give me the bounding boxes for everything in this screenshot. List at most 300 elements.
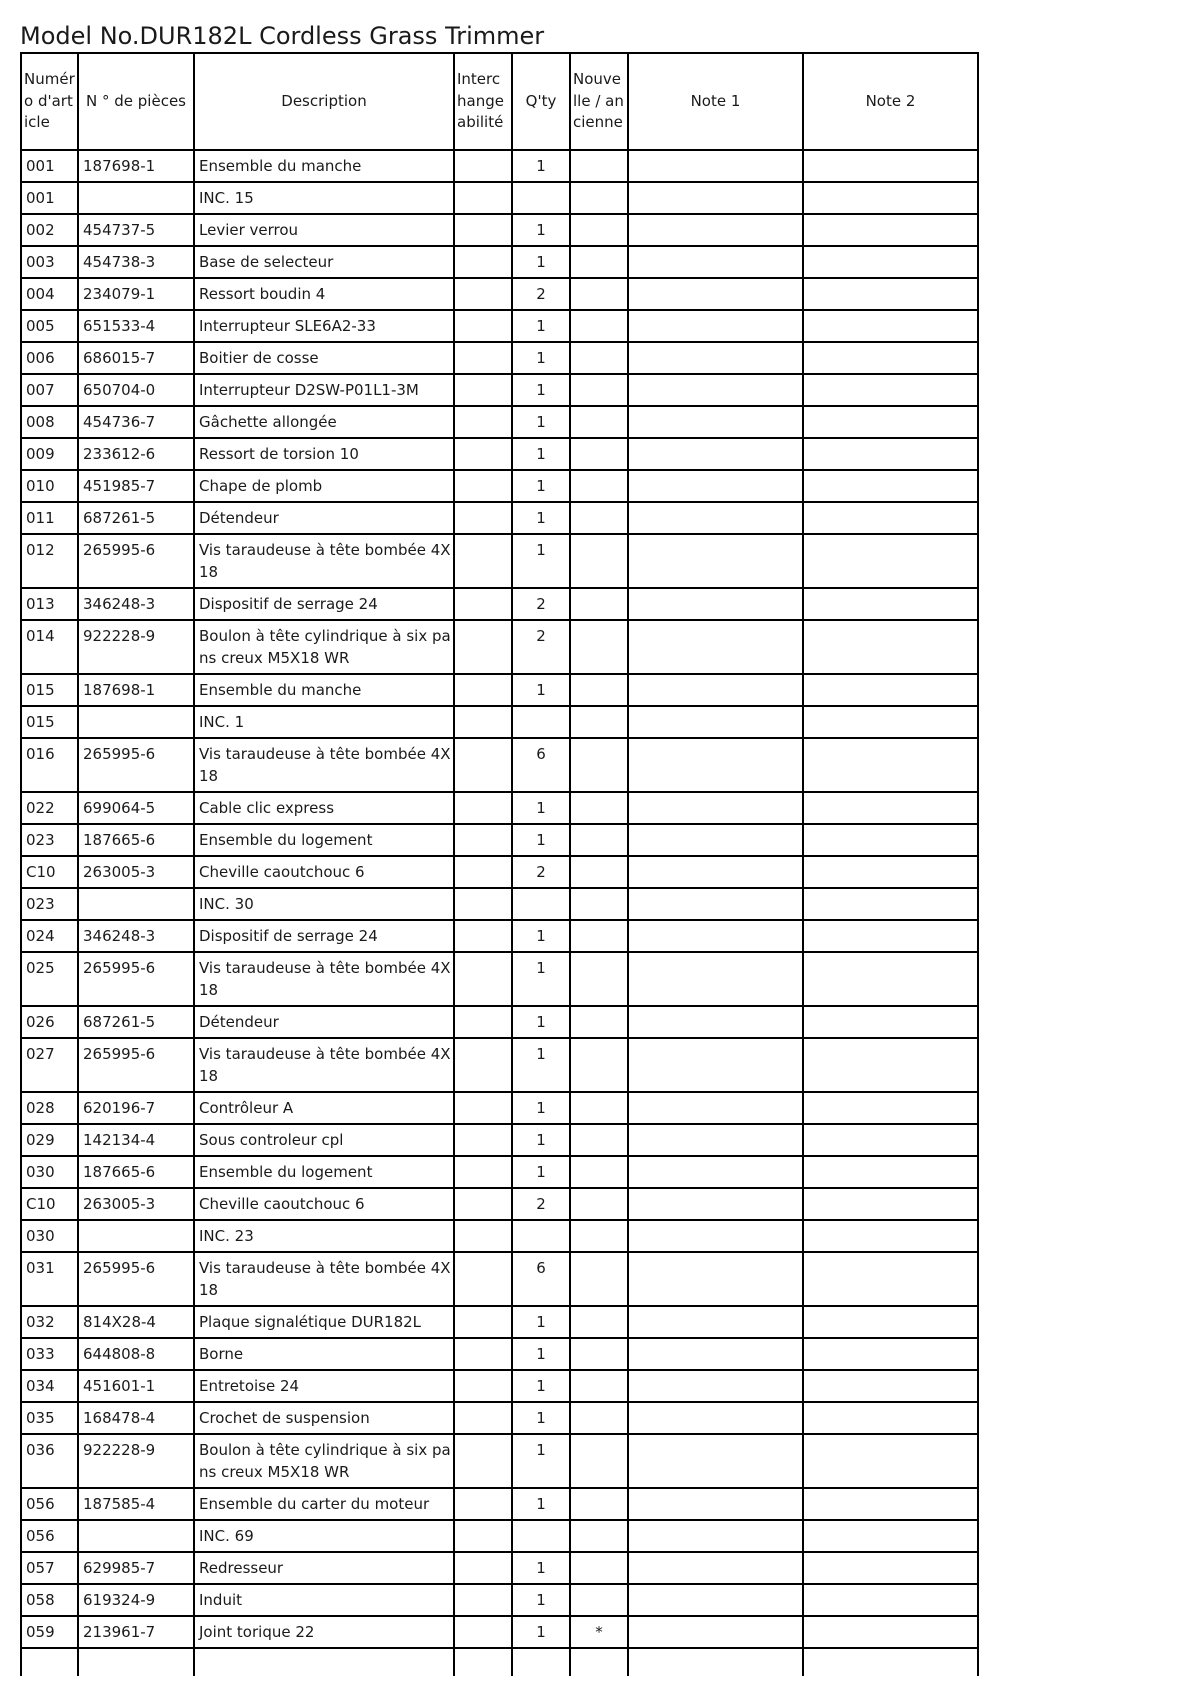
description-cell: Sous controleur cpl bbox=[194, 1124, 454, 1156]
item-cell: 009 bbox=[21, 438, 78, 470]
new-old-cell bbox=[570, 1520, 628, 1552]
part-no-cell: 699064-5 bbox=[78, 792, 194, 824]
description-cell: Borne bbox=[194, 1338, 454, 1370]
description-cell: Ensemble du logement bbox=[194, 1156, 454, 1188]
new-old-cell bbox=[570, 374, 628, 406]
description-cell: Gâchette allongée bbox=[194, 406, 454, 438]
item-cell: 026 bbox=[21, 1006, 78, 1038]
note1-cell bbox=[628, 1488, 803, 1520]
header-part-no: N ° de pièces bbox=[78, 53, 194, 150]
part-no-cell: 651533-4 bbox=[78, 310, 194, 342]
note1-cell bbox=[628, 1306, 803, 1338]
note2-cell bbox=[803, 1156, 978, 1188]
empty-cell bbox=[570, 1648, 628, 1676]
table-row bbox=[21, 706, 978, 738]
new-old-cell bbox=[570, 438, 628, 470]
table-row bbox=[21, 1092, 978, 1124]
note1-cell bbox=[628, 246, 803, 278]
interchangeability-cell bbox=[454, 1124, 512, 1156]
qty-cell: 1 bbox=[512, 1370, 570, 1402]
new-old-cell bbox=[570, 674, 628, 706]
note1-cell bbox=[628, 1616, 803, 1648]
new-old-cell bbox=[570, 502, 628, 534]
table-row-empty bbox=[21, 1648, 978, 1676]
new-old-cell bbox=[570, 1488, 628, 1520]
note2-cell bbox=[803, 1584, 978, 1616]
item-cell: C10 bbox=[21, 856, 78, 888]
qty-cell: 1 bbox=[512, 1338, 570, 1370]
new-old-cell bbox=[570, 534, 628, 588]
qty-cell: 1 bbox=[512, 1092, 570, 1124]
part-no-cell: 454736-7 bbox=[78, 406, 194, 438]
qty-cell: 1 bbox=[512, 534, 570, 588]
table-row bbox=[21, 620, 978, 674]
description-cell: Ressort boudin 4 bbox=[194, 278, 454, 310]
new-old-cell bbox=[570, 1552, 628, 1584]
note2-cell bbox=[803, 278, 978, 310]
note2-cell bbox=[803, 1434, 978, 1488]
item-cell: 006 bbox=[21, 342, 78, 374]
new-old-cell bbox=[570, 1252, 628, 1306]
qty-cell bbox=[512, 1520, 570, 1552]
note1-cell bbox=[628, 1552, 803, 1584]
part-no-cell: 644808-8 bbox=[78, 1338, 194, 1370]
table-row bbox=[21, 920, 978, 952]
qty-cell: 1 bbox=[512, 1488, 570, 1520]
interchangeability-cell bbox=[454, 620, 512, 674]
note1-cell bbox=[628, 1124, 803, 1156]
interchangeability-cell bbox=[454, 674, 512, 706]
interchangeability-cell bbox=[454, 1552, 512, 1584]
new-old-cell bbox=[570, 1188, 628, 1220]
qty-cell: 2 bbox=[512, 856, 570, 888]
part-no-cell: 451985-7 bbox=[78, 470, 194, 502]
new-old-cell bbox=[570, 1006, 628, 1038]
new-old-cell bbox=[570, 310, 628, 342]
new-old-cell bbox=[570, 620, 628, 674]
qty-cell: 1 bbox=[512, 502, 570, 534]
empty-cell bbox=[512, 1648, 570, 1676]
note1-cell bbox=[628, 674, 803, 706]
note2-cell bbox=[803, 406, 978, 438]
description-cell: Chape de plomb bbox=[194, 470, 454, 502]
note2-cell bbox=[803, 374, 978, 406]
note2-cell bbox=[803, 1520, 978, 1552]
description-cell: Contrôleur A bbox=[194, 1092, 454, 1124]
description-cell: Joint torique 22 bbox=[194, 1616, 454, 1648]
qty-cell: 1 bbox=[512, 674, 570, 706]
qty-cell bbox=[512, 706, 570, 738]
new-old-cell bbox=[570, 1124, 628, 1156]
item-cell: 002 bbox=[21, 214, 78, 246]
description-cell: Vis taraudeuse à tête bombée 4X18 bbox=[194, 952, 454, 1006]
item-cell: 056 bbox=[21, 1520, 78, 1552]
description-cell: Détendeur bbox=[194, 1006, 454, 1038]
description-cell: Plaque signalétique DUR182L bbox=[194, 1306, 454, 1338]
qty-cell: 1 bbox=[512, 1552, 570, 1584]
header-qty: Q'ty bbox=[512, 53, 570, 150]
item-cell: 008 bbox=[21, 406, 78, 438]
interchangeability-cell bbox=[454, 470, 512, 502]
note1-cell bbox=[628, 620, 803, 674]
item-cell: 010 bbox=[21, 470, 78, 502]
note2-cell bbox=[803, 438, 978, 470]
description-cell: Redresseur bbox=[194, 1552, 454, 1584]
description-cell: Ensemble du carter du moteur bbox=[194, 1488, 454, 1520]
new-old-cell bbox=[570, 214, 628, 246]
interchangeability-cell bbox=[454, 1402, 512, 1434]
qty-cell: 1 bbox=[512, 214, 570, 246]
new-old-cell bbox=[570, 792, 628, 824]
interchangeability-cell bbox=[454, 1488, 512, 1520]
new-old-cell bbox=[570, 1038, 628, 1092]
qty-cell: 1 bbox=[512, 1584, 570, 1616]
item-cell: 003 bbox=[21, 246, 78, 278]
item-cell: 028 bbox=[21, 1092, 78, 1124]
item-cell: 023 bbox=[21, 888, 78, 920]
header-interchangeability: Interchangeabilité bbox=[454, 53, 512, 150]
description-cell: Détendeur bbox=[194, 502, 454, 534]
table-row bbox=[21, 588, 978, 620]
description-cell: INC. 30 bbox=[194, 888, 454, 920]
note2-cell bbox=[803, 738, 978, 792]
item-cell: 005 bbox=[21, 310, 78, 342]
header-item-no: Numéro d'article bbox=[21, 53, 78, 150]
new-old-cell bbox=[570, 470, 628, 502]
item-cell: 011 bbox=[21, 502, 78, 534]
note2-cell bbox=[803, 1488, 978, 1520]
item-cell: 032 bbox=[21, 1306, 78, 1338]
table-row bbox=[21, 1306, 978, 1338]
table-row bbox=[21, 1370, 978, 1402]
part-no-cell: 922228-9 bbox=[78, 620, 194, 674]
new-old-cell bbox=[570, 150, 628, 182]
description-cell: Cheville caoutchouc 6 bbox=[194, 856, 454, 888]
description-cell: Ensemble du manche bbox=[194, 674, 454, 706]
part-no-cell: 922228-9 bbox=[78, 1434, 194, 1488]
qty-cell: 1 bbox=[512, 406, 570, 438]
description-cell: Dispositif de serrage 24 bbox=[194, 588, 454, 620]
item-cell: 016 bbox=[21, 738, 78, 792]
item-cell: 056 bbox=[21, 1488, 78, 1520]
part-no-cell: 454738-3 bbox=[78, 246, 194, 278]
table-row bbox=[21, 502, 978, 534]
note1-cell bbox=[628, 182, 803, 214]
table-row bbox=[21, 1616, 978, 1648]
item-cell: 012 bbox=[21, 534, 78, 588]
qty-cell bbox=[512, 182, 570, 214]
part-no-cell: 346248-3 bbox=[78, 588, 194, 620]
header-note1: Note 1 bbox=[628, 53, 803, 150]
part-no-cell bbox=[78, 1520, 194, 1552]
part-no-cell: 187698-1 bbox=[78, 150, 194, 182]
note1-cell bbox=[628, 920, 803, 952]
description-cell: Vis taraudeuse à tête bombée 4X18 bbox=[194, 1252, 454, 1306]
description-cell: Interrupteur SLE6A2-33 bbox=[194, 310, 454, 342]
empty-cell bbox=[78, 1648, 194, 1676]
qty-cell: 2 bbox=[512, 278, 570, 310]
new-old-cell bbox=[570, 406, 628, 438]
new-old-cell bbox=[570, 1584, 628, 1616]
table-row bbox=[21, 182, 978, 214]
table-row bbox=[21, 824, 978, 856]
part-no-cell: 263005-3 bbox=[78, 856, 194, 888]
new-old-cell bbox=[570, 342, 628, 374]
interchangeability-cell bbox=[454, 1038, 512, 1092]
item-cell: 024 bbox=[21, 920, 78, 952]
new-old-cell bbox=[570, 1092, 628, 1124]
new-old-cell bbox=[570, 738, 628, 792]
parts-table bbox=[20, 52, 979, 1676]
note2-cell bbox=[803, 246, 978, 278]
note2-cell bbox=[803, 1402, 978, 1434]
table-row bbox=[21, 1402, 978, 1434]
qty-cell: 1 bbox=[512, 1156, 570, 1188]
note1-cell bbox=[628, 588, 803, 620]
table-row bbox=[21, 1338, 978, 1370]
new-old-cell bbox=[570, 1338, 628, 1370]
interchangeability-cell bbox=[454, 738, 512, 792]
header-new-old: Nouvelle / ancienne bbox=[570, 53, 628, 150]
note2-cell bbox=[803, 310, 978, 342]
new-old-cell bbox=[570, 706, 628, 738]
qty-cell: 1 bbox=[512, 1006, 570, 1038]
part-no-cell: 265995-6 bbox=[78, 1252, 194, 1306]
note1-cell bbox=[628, 888, 803, 920]
note1-cell bbox=[628, 1220, 803, 1252]
interchangeability-cell bbox=[454, 214, 512, 246]
description-cell: INC. 15 bbox=[194, 182, 454, 214]
item-cell: 058 bbox=[21, 1584, 78, 1616]
note1-cell bbox=[628, 706, 803, 738]
qty-cell: 1 bbox=[512, 310, 570, 342]
note2-cell bbox=[803, 1338, 978, 1370]
note2-cell bbox=[803, 534, 978, 588]
item-cell: 015 bbox=[21, 706, 78, 738]
qty-cell: 1 bbox=[512, 1402, 570, 1434]
interchangeability-cell bbox=[454, 406, 512, 438]
table-row bbox=[21, 1124, 978, 1156]
description-cell: Induit bbox=[194, 1584, 454, 1616]
table-row bbox=[21, 310, 978, 342]
note2-cell bbox=[803, 792, 978, 824]
description-cell: Cable clic express bbox=[194, 792, 454, 824]
item-cell: 029 bbox=[21, 1124, 78, 1156]
note2-cell bbox=[803, 1188, 978, 1220]
part-no-cell: 168478-4 bbox=[78, 1402, 194, 1434]
parts-table-body bbox=[21, 150, 978, 1676]
description-cell: Ressort de torsion 10 bbox=[194, 438, 454, 470]
table-row bbox=[21, 150, 978, 182]
part-no-cell: 187665-6 bbox=[78, 824, 194, 856]
part-no-cell: 687261-5 bbox=[78, 1006, 194, 1038]
new-old-cell bbox=[570, 588, 628, 620]
description-cell: Boitier de cosse bbox=[194, 342, 454, 374]
note1-cell bbox=[628, 792, 803, 824]
qty-cell: 1 bbox=[512, 1616, 570, 1648]
item-cell: 030 bbox=[21, 1156, 78, 1188]
part-no-cell: 686015-7 bbox=[78, 342, 194, 374]
table-row bbox=[21, 406, 978, 438]
qty-cell: 1 bbox=[512, 952, 570, 1006]
description-cell: INC. 69 bbox=[194, 1520, 454, 1552]
table-row bbox=[21, 1038, 978, 1092]
interchangeability-cell bbox=[454, 1434, 512, 1488]
description-cell: Boulon à tête cylindrique à six pans creux M5X18 WR bbox=[194, 620, 454, 674]
interchangeability-cell bbox=[454, 856, 512, 888]
description-cell: Base de selecteur bbox=[194, 246, 454, 278]
table-row bbox=[21, 1188, 978, 1220]
new-old-cell bbox=[570, 1370, 628, 1402]
item-cell: C10 bbox=[21, 1188, 78, 1220]
new-old-cell: * bbox=[570, 1616, 628, 1648]
new-old-cell bbox=[570, 1402, 628, 1434]
note2-cell bbox=[803, 502, 978, 534]
qty-cell: 1 bbox=[512, 150, 570, 182]
new-old-cell bbox=[570, 824, 628, 856]
description-cell: Dispositif de serrage 24 bbox=[194, 920, 454, 952]
description-cell: Vis taraudeuse à tête bombée 4X18 bbox=[194, 534, 454, 588]
note1-cell bbox=[628, 1252, 803, 1306]
description-cell: Cheville caoutchouc 6 bbox=[194, 1188, 454, 1220]
empty-cell bbox=[194, 1648, 454, 1676]
note1-cell bbox=[628, 406, 803, 438]
qty-cell: 1 bbox=[512, 824, 570, 856]
item-cell: 033 bbox=[21, 1338, 78, 1370]
note2-cell bbox=[803, 1616, 978, 1648]
part-no-cell: 234079-1 bbox=[78, 278, 194, 310]
qty-cell: 1 bbox=[512, 1038, 570, 1092]
interchangeability-cell bbox=[454, 1306, 512, 1338]
description-cell: Ensemble du logement bbox=[194, 824, 454, 856]
interchangeability-cell bbox=[454, 952, 512, 1006]
note2-cell bbox=[803, 182, 978, 214]
qty-cell: 1 bbox=[512, 470, 570, 502]
part-no-cell: 187585-4 bbox=[78, 1488, 194, 1520]
interchangeability-cell bbox=[454, 1584, 512, 1616]
item-cell: 025 bbox=[21, 952, 78, 1006]
item-cell: 004 bbox=[21, 278, 78, 310]
part-no-cell: 263005-3 bbox=[78, 1188, 194, 1220]
interchangeability-cell bbox=[454, 1616, 512, 1648]
note2-cell bbox=[803, 588, 978, 620]
interchangeability-cell bbox=[454, 374, 512, 406]
table-row bbox=[21, 278, 978, 310]
qty-cell: 1 bbox=[512, 246, 570, 278]
note2-cell bbox=[803, 1220, 978, 1252]
note1-cell bbox=[628, 342, 803, 374]
item-cell: 014 bbox=[21, 620, 78, 674]
description-cell: Interrupteur D2SW-P01L1-3M bbox=[194, 374, 454, 406]
item-cell: 035 bbox=[21, 1402, 78, 1434]
note1-cell bbox=[628, 738, 803, 792]
note1-cell bbox=[628, 278, 803, 310]
part-no-cell: 454737-5 bbox=[78, 214, 194, 246]
item-cell: 057 bbox=[21, 1552, 78, 1584]
new-old-cell bbox=[570, 1306, 628, 1338]
note1-cell bbox=[628, 856, 803, 888]
part-no-cell bbox=[78, 706, 194, 738]
new-old-cell bbox=[570, 856, 628, 888]
qty-cell bbox=[512, 1220, 570, 1252]
interchangeability-cell bbox=[454, 534, 512, 588]
item-cell: 023 bbox=[21, 824, 78, 856]
note1-cell bbox=[628, 214, 803, 246]
qty-cell: 1 bbox=[512, 438, 570, 470]
note1-cell bbox=[628, 1434, 803, 1488]
part-no-cell: 451601-1 bbox=[78, 1370, 194, 1402]
table-row bbox=[21, 214, 978, 246]
description-cell: Vis taraudeuse à tête bombée 4X18 bbox=[194, 1038, 454, 1092]
note2-cell bbox=[803, 1092, 978, 1124]
interchangeability-cell bbox=[454, 920, 512, 952]
empty-cell bbox=[628, 1648, 803, 1676]
table-row bbox=[21, 1220, 978, 1252]
interchangeability-cell bbox=[454, 182, 512, 214]
note1-cell bbox=[628, 534, 803, 588]
note1-cell bbox=[628, 374, 803, 406]
interchangeability-cell bbox=[454, 502, 512, 534]
item-cell: 059 bbox=[21, 1616, 78, 1648]
note2-cell bbox=[803, 888, 978, 920]
item-cell: 007 bbox=[21, 374, 78, 406]
note1-cell bbox=[628, 1092, 803, 1124]
qty-cell: 1 bbox=[512, 342, 570, 374]
empty-cell bbox=[454, 1648, 512, 1676]
interchangeability-cell bbox=[454, 888, 512, 920]
interchangeability-cell bbox=[454, 150, 512, 182]
description-cell: Ensemble du manche bbox=[194, 150, 454, 182]
note1-cell bbox=[628, 438, 803, 470]
note1-cell bbox=[628, 502, 803, 534]
note2-cell bbox=[803, 470, 978, 502]
part-no-cell: 629985-7 bbox=[78, 1552, 194, 1584]
note2-cell bbox=[803, 1552, 978, 1584]
interchangeability-cell bbox=[454, 1370, 512, 1402]
table-row bbox=[21, 1520, 978, 1552]
qty-cell: 2 bbox=[512, 620, 570, 674]
item-cell: 015 bbox=[21, 674, 78, 706]
note1-cell bbox=[628, 1402, 803, 1434]
page-title: Model No.DUR182L Cordless Grass Trimmer bbox=[20, 22, 545, 50]
new-old-cell bbox=[570, 246, 628, 278]
part-no-cell: 265995-6 bbox=[78, 1038, 194, 1092]
header-row bbox=[21, 53, 978, 150]
note1-cell bbox=[628, 1370, 803, 1402]
description-cell: INC. 1 bbox=[194, 706, 454, 738]
qty-cell: 1 bbox=[512, 792, 570, 824]
empty-cell bbox=[803, 1648, 978, 1676]
note1-cell bbox=[628, 150, 803, 182]
note2-cell bbox=[803, 1124, 978, 1156]
table-row bbox=[21, 1252, 978, 1306]
part-no-cell: 187698-1 bbox=[78, 674, 194, 706]
part-no-cell: 265995-6 bbox=[78, 952, 194, 1006]
new-old-cell bbox=[570, 920, 628, 952]
part-no-cell bbox=[78, 1220, 194, 1252]
new-old-cell bbox=[570, 1220, 628, 1252]
item-cell: 022 bbox=[21, 792, 78, 824]
interchangeability-cell bbox=[454, 792, 512, 824]
header-note2: Note 2 bbox=[803, 53, 978, 150]
empty-cell bbox=[21, 1648, 78, 1676]
table-row bbox=[21, 1156, 978, 1188]
table-row bbox=[21, 342, 978, 374]
part-no-cell: 187665-6 bbox=[78, 1156, 194, 1188]
part-no-cell bbox=[78, 182, 194, 214]
table-row bbox=[21, 1434, 978, 1488]
note2-cell bbox=[803, 706, 978, 738]
